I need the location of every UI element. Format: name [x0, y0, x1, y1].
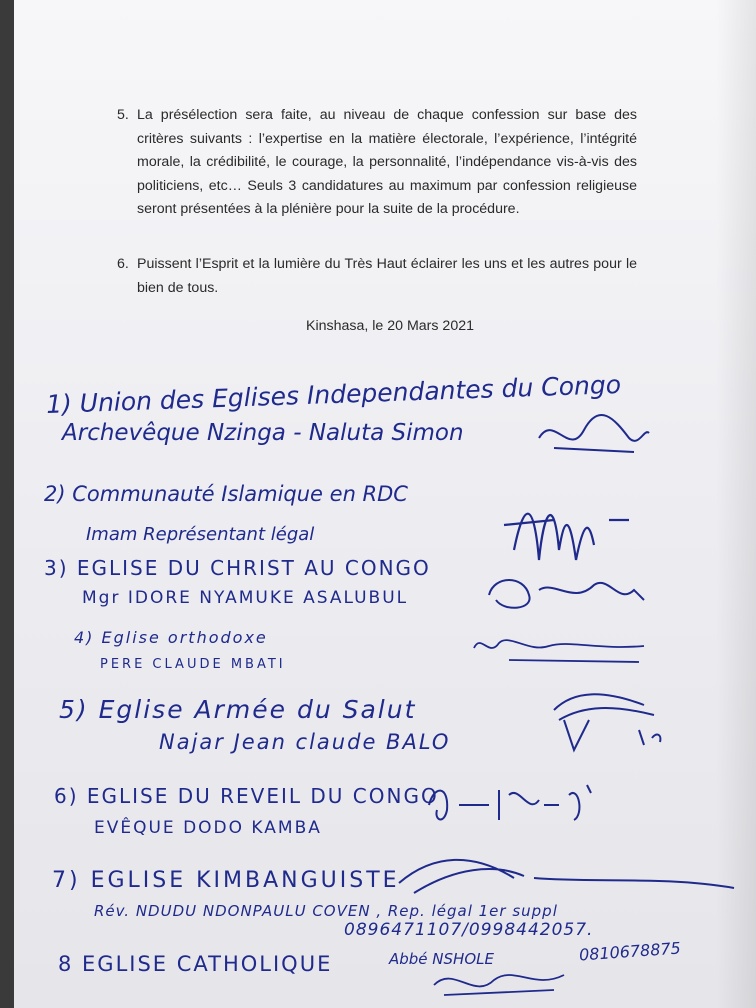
signatory-2-church: 2) Communauté Islamique en RDC — [44, 482, 408, 506]
signatory-8-phone: 0810678875 — [578, 938, 682, 965]
document-page — [14, 0, 756, 1008]
item-6-text: Puissent l’Esprit et la lumière du Très Haut éclairer les uns et les autres pour le bien de tous. — [137, 256, 637, 296]
place-date: Kinshasa, le 20 Mars 2021 — [306, 318, 474, 334]
signature-1 — [534, 408, 654, 468]
signatory-6-name: EVÊQUE DODO KAMBA — [94, 818, 322, 838]
signatory-7-church: 7) EGLISE KIMBANGUISTE — [52, 868, 400, 893]
signatory-8-church: 8 EGLISE CATHOLIQUE — [58, 952, 333, 976]
signatory-8-name: Abbé NSHOLE — [389, 950, 494, 968]
signatory-1-name: Archevêque Nzinga - Naluta Simon — [62, 420, 464, 446]
signature-8 — [424, 960, 574, 1000]
signature-3 — [484, 570, 654, 615]
signatory-4-church: 4) Eglise orthodoxe — [74, 628, 268, 647]
signature-5 — [544, 690, 684, 760]
signatory-3-name: Mgr IDORE NYAMUKE ASALUBUL — [82, 588, 409, 608]
item-6-number: 6. — [117, 256, 129, 272]
signature-7 — [394, 848, 754, 903]
signatory-5-church: 5) Eglise Armée du Salut — [59, 695, 417, 724]
item-5 — [117, 104, 637, 244]
signatory-3-church: 3) EGLISE DU CHRIST AU CONGO — [44, 556, 431, 580]
signature-2 — [494, 490, 634, 580]
item-6 — [117, 253, 637, 303]
item-5-number: 5. — [117, 107, 129, 123]
signature-4 — [469, 628, 649, 668]
item-5-text: La présélection sera faite, au niveau de chaque confession sur base des critères suivants : l’expertise en la matière électorale, l’expérience, l’intégrité morale, la crédibilité, le courage, la personnalité, l’indépendance vis-à-vis des politiciens, etc… Seuls 3 candidatures au maximum par confession religieuse seront présentées à la plénière pour la suite de la procédure. — [137, 107, 637, 217]
signatory-6-church: 6) EGLISE DU REVEIL DU CONGO — [54, 784, 439, 808]
signatory-4-name: PERE CLAUDE MBATI — [100, 657, 286, 672]
signatory-5-name: Najar Jean claude BALO — [159, 730, 451, 754]
signatory-7-name: Rév. NDUDU NDONPAULU COVEN , Rep. légal 1er suppl — [94, 902, 558, 920]
signatory-1-church: 1) Union des Eglises Independantes du Congo — [45, 369, 622, 420]
signature-6 — [419, 775, 604, 835]
signatory-7-phones: 0896471107/0998442057. — [344, 920, 594, 940]
signatory-2-name: Imam Représentant légal — [86, 524, 315, 545]
